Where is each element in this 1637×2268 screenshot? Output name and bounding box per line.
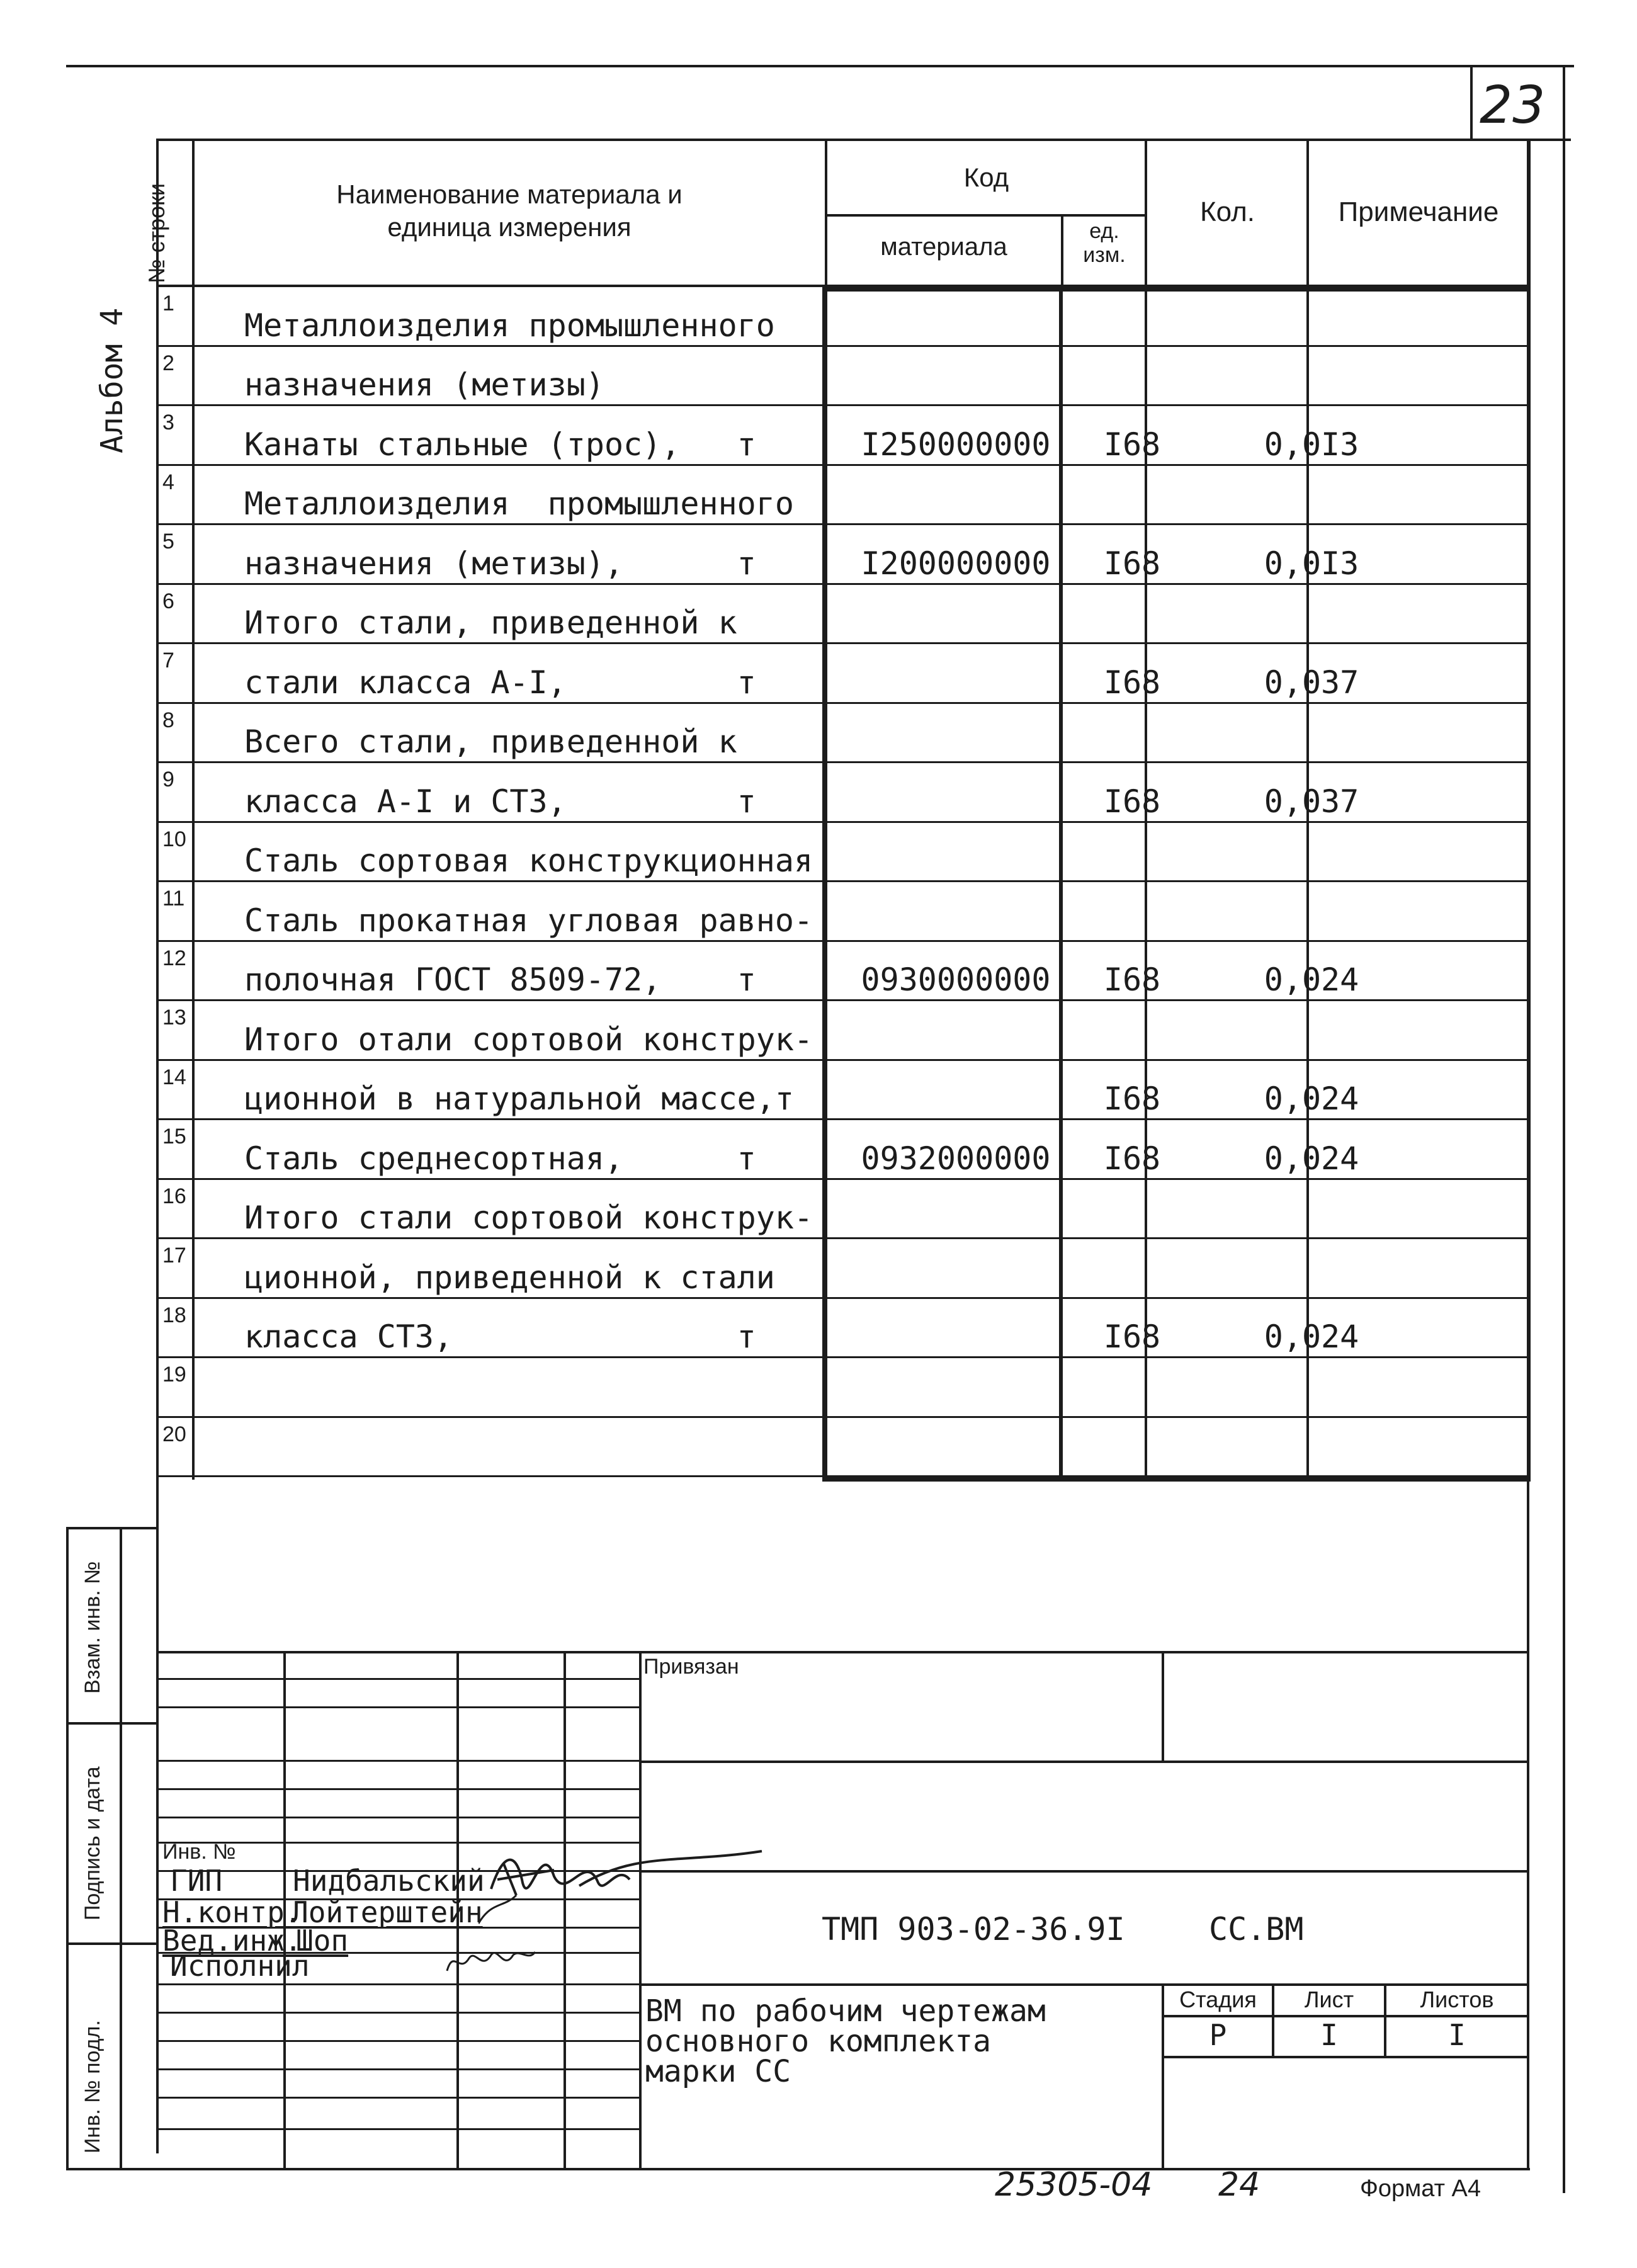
row-unit: I68 (1103, 1080, 1161, 1117)
table-row (156, 286, 1529, 346)
row-number: 6 (162, 589, 174, 613)
code-subheader-divider (825, 214, 1146, 217)
header-note: Примечание (1338, 196, 1499, 227)
header-name-line2: единица измерения (387, 212, 632, 242)
lower-right-border (1527, 1480, 1529, 2169)
sheet-number-box-left (1470, 65, 1473, 140)
row-qty: 0,024 (1264, 1140, 1359, 1177)
row-qty: 0,037 (1264, 783, 1359, 820)
tb-sheet-label: Лист (1304, 1987, 1354, 2012)
album-label: Альбом 4 (94, 307, 130, 453)
footer-format: Формат А4 (1360, 2175, 1481, 2202)
table-row (156, 1298, 1529, 1358)
tb-inv-no: Инв. № (162, 1840, 236, 1864)
row-name: стали класса А-I, т (244, 664, 756, 701)
row-number: 1 (162, 292, 174, 315)
header-material: материала (880, 233, 1007, 261)
row-qty: 0,037 (1264, 664, 1359, 701)
tb-privyazan-bottom (639, 1761, 1528, 1763)
row-name: Итого отали сортовой конструк- (244, 1021, 813, 1058)
tb-stage-label: Стадия (1179, 1987, 1257, 2012)
side-stamp-inv-podl: Инв. № подл. (81, 2020, 105, 2153)
tb-title-line1: ВМ по рабочим чертежам (645, 1993, 1046, 2029)
row-number: 3 (162, 411, 174, 434)
tb-row-11 (157, 1983, 639, 1985)
tb-stage-bottom (1162, 2056, 1528, 2058)
tb-sheets-value: I (1448, 2018, 1466, 2052)
row-unit: I68 (1103, 1140, 1161, 1177)
tb-title-line3: марки СС (645, 2054, 791, 2089)
side-stamp-vzam: Взам. инв. № (81, 1561, 105, 1694)
row-code: 0932000000 (861, 1140, 1051, 1177)
tb-doc-code: ТМП 903-02-36.9I (822, 1911, 1125, 1948)
row-unit: I68 (1103, 1318, 1161, 1355)
row-name: ционной в натуральной массе,т (244, 1080, 794, 1117)
row-number: 8 (162, 708, 174, 732)
row-name: Металлоизделия промышленного (244, 485, 794, 522)
row-number: 13 (162, 1006, 186, 1029)
row-qty: 0,024 (1264, 961, 1359, 998)
tb-ved-name: Шоп (296, 1924, 349, 1958)
tb-title-top (639, 1983, 1528, 1986)
side-stamp-div1 (66, 1722, 157, 1725)
sheet-number: 23 (1480, 76, 1546, 135)
row-code: I250000000 (861, 426, 1051, 463)
tb-nkontr-role: Н.контр. (162, 1895, 302, 1929)
signature-image (441, 1942, 541, 1980)
footer-page-hand: 24 (1218, 2166, 1260, 2204)
row-name: Итого стали сортовой конструк- (244, 1199, 813, 1236)
row-number: 2 (162, 351, 174, 375)
row-qty: 0,024 (1264, 1318, 1359, 1355)
row-number: 10 (162, 827, 186, 851)
header-name-line1: Наименование материала и (336, 179, 683, 209)
table-row (156, 524, 1529, 584)
row-number: 7 (162, 649, 174, 672)
header-qty: Кол. (1199, 196, 1255, 227)
row-unit: I68 (1103, 961, 1161, 998)
table-row (156, 1001, 1529, 1060)
row-number: 20 (162, 1422, 186, 1446)
table-row (156, 941, 1529, 1001)
row-name: Сталь прокатная угловая равно- (244, 902, 813, 939)
row-unit: I68 (1103, 426, 1161, 463)
top-rule (66, 65, 1574, 67)
table-row (156, 1179, 1529, 1239)
tb-row-13 (157, 2040, 639, 2042)
header-unit-line2: изм. (1083, 243, 1126, 267)
tb-row-15 (157, 2097, 639, 2099)
tb-stage-mid (1162, 2015, 1528, 2017)
table-row (156, 1358, 1529, 1417)
row-number: 14 (162, 1065, 186, 1089)
tb-row-1 (157, 1678, 639, 1680)
row-qty: 0,0I3 (1264, 545, 1359, 582)
table-row (156, 346, 1529, 406)
tb-row-16 (157, 2128, 639, 2130)
table-row (156, 1239, 1529, 1298)
row-name: класса А-I и СТ3, т (244, 783, 756, 820)
row-number: 15 (162, 1125, 186, 1148)
tb-sheets-label: Листов (1420, 1987, 1494, 2012)
tb-ved-role: Вед.инж. (162, 1924, 302, 1958)
tb-sheet-value: I (1320, 2018, 1338, 2052)
row-name: Канаты стальные (трос), т (244, 426, 756, 463)
tb-row-12 (157, 2012, 639, 2014)
row-unit: I68 (1103, 545, 1161, 582)
tb-row-14 (157, 2068, 639, 2070)
row-name: класса СТ3, т (244, 1318, 756, 1355)
table-row (156, 405, 1529, 465)
header-code: Код (963, 162, 1009, 192)
tb-title-line2: основного комплекта (645, 2024, 992, 2059)
row-name: Итого стали, приведенной к (244, 604, 737, 641)
row-number: 9 (162, 768, 174, 791)
row-unit: I68 (1103, 783, 1161, 820)
row-number: 5 (162, 530, 174, 553)
tb-top (157, 1651, 1529, 1653)
row-number: 17 (162, 1244, 186, 1267)
tb-stage-value: Р (1209, 2018, 1227, 2052)
code-column-divider (825, 139, 827, 286)
tb-row-4 (157, 1788, 639, 1790)
row-qty: 0,024 (1264, 1080, 1359, 1117)
tb-row-3 (157, 1760, 639, 1762)
row-name: ционной, приведенной к стали (244, 1259, 775, 1296)
row-name: Сталь среднесортная, т (244, 1140, 756, 1177)
table-row (156, 822, 1529, 882)
header-row-no: № строки (144, 183, 169, 283)
table-row (156, 1417, 1529, 1477)
footer-archive-number: 25305-04 (995, 2166, 1153, 2204)
row-name: полочная ГОСТ 8509-72, т (244, 961, 756, 998)
table-row (156, 882, 1529, 941)
row-unit: I68 (1103, 664, 1161, 701)
row-number: 19 (162, 1363, 186, 1386)
side-stamp-inner (120, 1527, 122, 2169)
row-number: 16 (162, 1184, 186, 1208)
row-name: Металлоизделия промышленного (244, 307, 775, 344)
table-row (156, 703, 1529, 763)
tb-gip-role: ГИП (170, 1864, 223, 1898)
table-row (156, 584, 1529, 644)
table-row (156, 763, 1529, 822)
tb-privyazan: Привязан (643, 1655, 739, 1679)
side-stamp-div2 (66, 1942, 157, 1945)
table-row (156, 1120, 1529, 1179)
row-name: Сталь сортовая конструкционная (244, 842, 813, 879)
thick-box-bottom (822, 1477, 1531, 1482)
row-number: 11 (162, 887, 185, 910)
table-row (156, 465, 1529, 525)
header-unit-line1: ед. (1089, 219, 1119, 243)
row-qty: 0,0I3 (1264, 426, 1359, 463)
tb-mark: СС.ВМ (1209, 1911, 1304, 1948)
tb-nkontr-name: Лойтерштейн (291, 1895, 483, 1929)
side-stamp-left (66, 1527, 69, 2169)
side-stamp-top (66, 1527, 157, 1529)
table-row (156, 644, 1529, 703)
right-rule (1563, 65, 1565, 2193)
tb-row-2 (157, 1706, 639, 1708)
tb-privyazan-right (1162, 1651, 1164, 1763)
row-number: 18 (162, 1303, 186, 1327)
row-name: Всего стали, приведенной к (244, 723, 737, 760)
row-name: назначения (метизы) (244, 366, 604, 403)
table-row (156, 1060, 1529, 1120)
row-code: 0930000000 (861, 961, 1051, 998)
row-code: I200000000 (861, 545, 1051, 582)
row-name: назначения (метизы), т (244, 545, 756, 582)
row-divider (156, 1475, 1529, 1477)
tb-gip-name: Нидбальский (293, 1864, 485, 1898)
table-top-border (156, 139, 1529, 141)
signature-image (479, 1826, 781, 1927)
row-number: 12 (162, 946, 186, 970)
tb-ispolnil: Исполнил (170, 1949, 310, 1983)
row-number: 4 (162, 470, 174, 494)
side-stamp-signature: Подпись и дата (81, 1766, 105, 1920)
tb-row-5 (157, 1817, 639, 1818)
